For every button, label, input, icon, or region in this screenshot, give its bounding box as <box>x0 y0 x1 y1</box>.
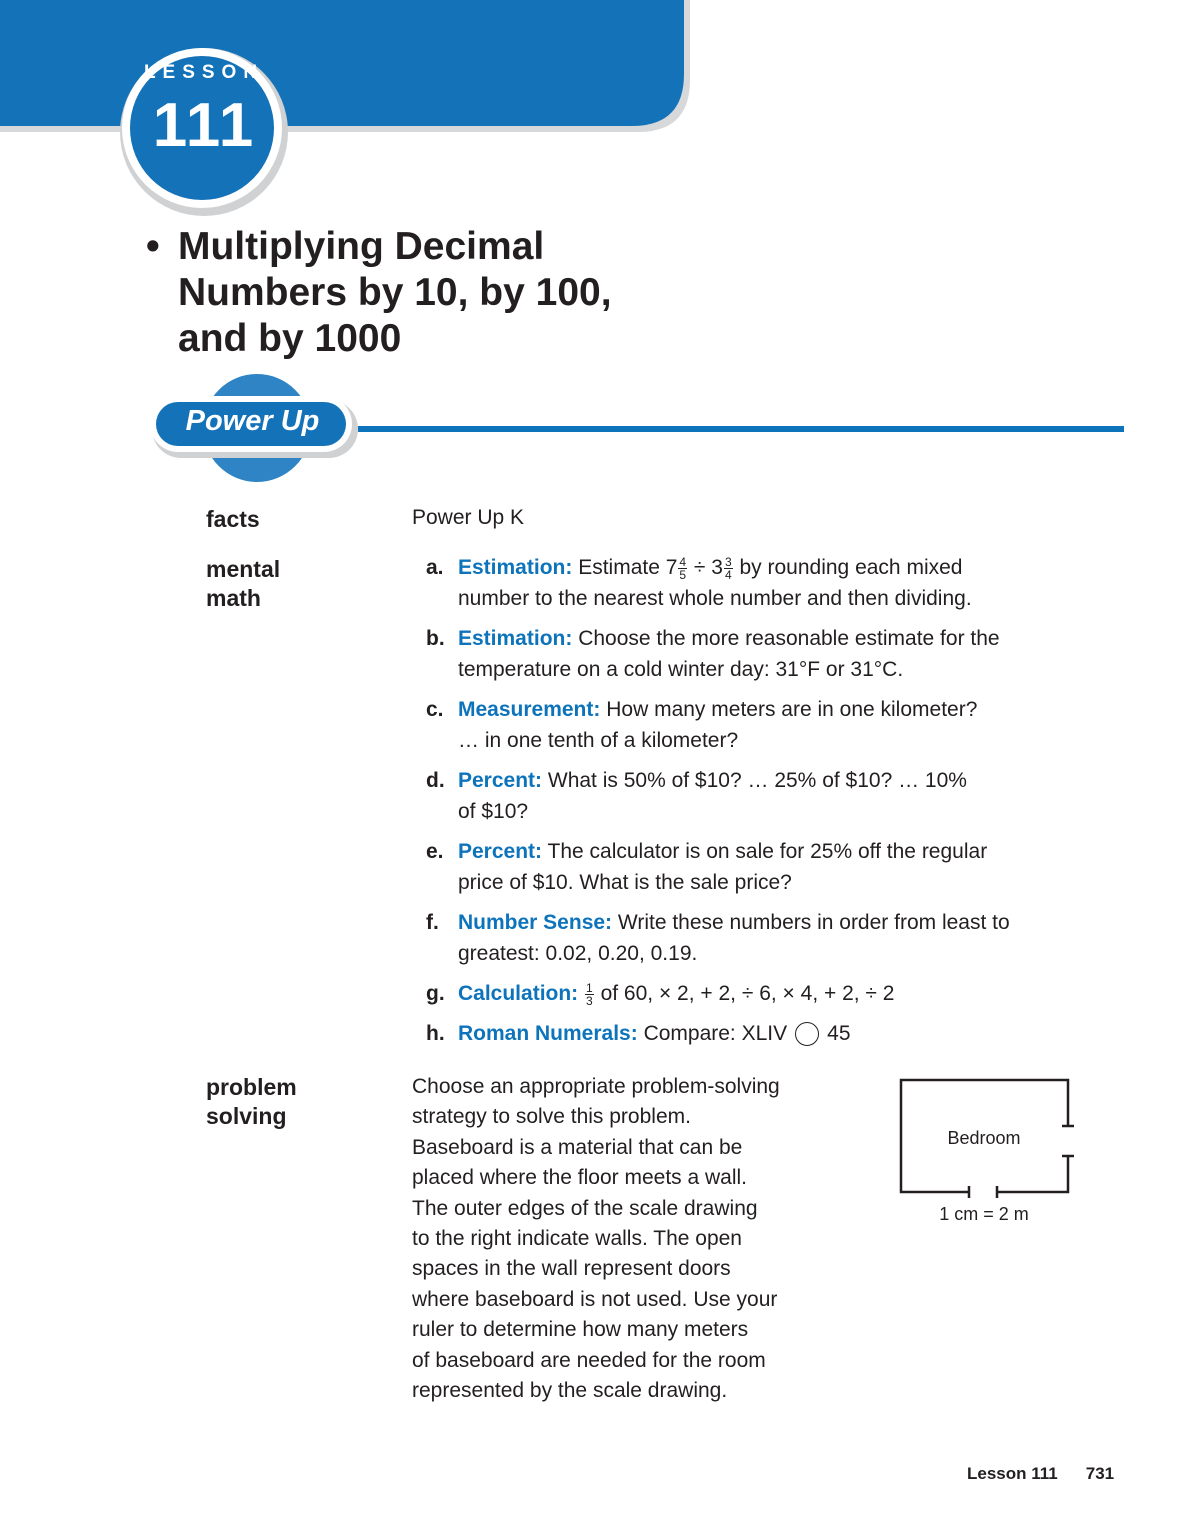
mental-math-label <box>206 555 280 613</box>
list-item <box>412 694 1112 756</box>
problem-line: strategy to solve this problem. <box>412 1105 691 1129</box>
item-text: by rounding each mixed <box>733 556 963 579</box>
item-text-line2: price of $10. What is the sale price? <box>458 871 792 894</box>
item-text: Write these numbers in order from least to <box>617 911 1010 934</box>
facts-label: facts <box>206 506 260 532</box>
item-letter: g. <box>426 982 445 1005</box>
item-text: What is 50% of $10? … 25% of $10? … 10% <box>547 769 967 792</box>
fraction: $\frac{3}{4}$ <box>724 554 732 582</box>
item-text: ÷ 3 <box>688 556 723 579</box>
room-label: Bedroom <box>947 1128 1021 1148</box>
wall <box>997 1156 1068 1192</box>
lesson-label: LESSON <box>143 62 265 83</box>
problem-line: The outer edges of the scale drawing <box>412 1196 758 1220</box>
item-text: The calculator is on sale for 25% off the regular <box>547 840 988 863</box>
title-line-3: and by 1000 <box>178 317 402 360</box>
item-text: Estimate 7 <box>578 556 678 579</box>
header-banner <box>0 0 694 140</box>
item-text-line2: greatest: 0.02, 0.20, 0.19. <box>458 942 698 965</box>
item-text: of 60, × 2, + 2, ÷ 6, × 4, + 2, ÷ 2 <box>600 982 895 1005</box>
page-footer <box>967 1464 1114 1484</box>
scale-label: 1 cm = 2 m <box>939 1204 1029 1224</box>
item-topic: Roman Numerals: <box>458 1022 638 1045</box>
title-line-1: Multiplying Decimal <box>178 225 545 268</box>
item-text: Compare: XLIV <box>643 1022 788 1045</box>
item-letter: b. <box>426 627 445 650</box>
fraction: $\frac{1}{3}$ <box>586 980 593 1008</box>
list-item <box>412 765 1112 827</box>
item-letter: e. <box>426 840 444 863</box>
problem-line: ruler to determine how many meters <box>412 1318 749 1342</box>
item-topic: Measurement: <box>458 698 601 721</box>
problem-line: spaces in the wall represent doors <box>412 1257 731 1281</box>
lesson-number: 111 <box>152 91 256 160</box>
problem-line: to the right indicate walls. The open <box>412 1227 742 1251</box>
item-text-line2: of $10? <box>458 800 529 823</box>
problem-line: Baseboard is a material that can be <box>412 1135 743 1159</box>
item-letter: d. <box>426 769 445 792</box>
footer-lesson: Lesson 111 <box>967 1464 1058 1483</box>
problem-solving-label-line1: problem <box>206 1074 297 1100</box>
item-topic: Estimation: <box>458 627 573 650</box>
problem-line: of baseboard are needed for the room <box>412 1348 766 1372</box>
problem-line: placed where the floor meets a wall. <box>412 1166 748 1190</box>
list-item <box>412 978 1112 1009</box>
title-line-2: Numbers by 10, by 100, <box>178 271 612 314</box>
problem-solving-label <box>206 1073 297 1131</box>
item-topic: Estimation: <box>458 556 573 579</box>
item-letter: h. <box>426 1022 445 1045</box>
item-letter: c. <box>426 698 444 721</box>
item-topic: Percent: <box>458 840 543 863</box>
item-text-line2: number to the nearest whole number and then dividing. <box>458 587 972 610</box>
list-item <box>412 552 1112 614</box>
item-text-line2: temperature on a cold winter day: 31°F or 31°C. <box>458 658 904 681</box>
list-item <box>412 623 1112 685</box>
fraction: $\frac{4}{5}$ <box>679 554 687 582</box>
mental-math-list <box>412 552 1112 1058</box>
item-text: Choose the more reasonable estimate for the <box>578 627 1000 650</box>
bedroom-scale-drawing <box>892 1072 1082 1232</box>
page-title <box>146 224 706 362</box>
problem-solving-text <box>412 1072 852 1406</box>
list-item <box>412 1018 1112 1049</box>
list-item <box>412 836 1112 898</box>
problem-solving-label-line2: solving <box>206 1103 287 1129</box>
item-text-line2: … in one tenth of a kilometer? <box>458 729 739 752</box>
item-topic: Percent: <box>458 769 543 792</box>
problem-line: represented by the scale drawing. <box>412 1379 728 1403</box>
mental-math-label-line1: mental <box>206 556 281 582</box>
facts-value: Power Up K <box>412 506 525 529</box>
list-item <box>412 907 1112 969</box>
item-topic: Calculation: <box>458 982 579 1005</box>
power-up-label: Power Up <box>185 405 320 437</box>
mental-math-label-line2: math <box>206 585 261 611</box>
item-topic: Number Sense: <box>458 911 613 934</box>
problem-line: where baseboard is not used. Use your <box>412 1287 778 1311</box>
item-text: How many meters are in one kilometer? <box>606 698 978 721</box>
problem-line: Choose an appropriate problem-solving <box>412 1075 780 1098</box>
title-bullet: • <box>146 225 160 268</box>
page-number: 731 <box>1085 1464 1115 1483</box>
compare-circle-icon <box>795 1022 819 1046</box>
item-letter: f. <box>426 911 439 934</box>
item-text: 45 <box>827 1022 851 1045</box>
item-letter: a. <box>426 556 444 579</box>
power-up-divider <box>358 426 1124 432</box>
